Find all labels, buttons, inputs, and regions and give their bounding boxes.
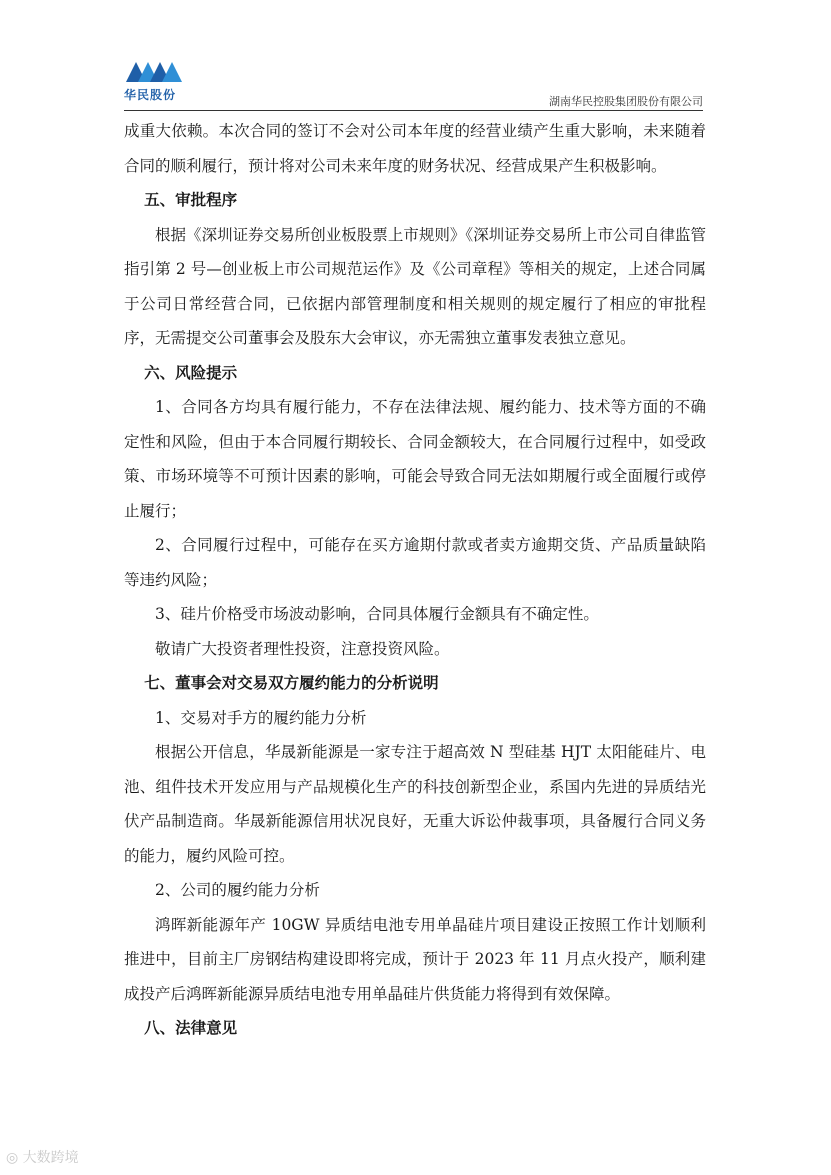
watermark (6, 1147, 79, 1167)
logo-text: 华民股份 (124, 88, 177, 102)
logo-mark-icon (124, 58, 188, 84)
paragraph: 根据《深圳证券交易所创业板股票上市规则》《深圳证券交易所上市公司自律监管指引第 2 号—创业板上市公司规范运作》及《公司章程》等相关的规定，上述合同属于公司日常经营合同，已依据内部管理制度和相关规则的规定履行了相应的审批程序，无需提交公司董事会及股东大会审议，亦无需独立董事发表独立意见。 (124, 225, 706, 347)
paragraph: 2、合同履行过程中，可能存在买方逾期付款或者卖方逾期交货、产品质量缺陷等违约风险； (124, 536, 706, 589)
company-name: 湖南华民控股集团股份有限公司 (549, 95, 703, 108)
paragraph: 鸿晖新能源年产 10GW 异质结电池专用单晶硅片项目建设正按照工作计划顺利推进中，目前主厂房钢结构建设即将完成，预计于 2023 年 11 月点火投产，顺利建成投产后鸿晖新能源异质结电池专用单晶硅片供货能力将得到有效保障。 (124, 915, 706, 1003)
paragraph: 1、合同各方均具有履行能力，不存在法律法规、履约能力、技术等方面的不确定性和风险，但由于本合同履行期较长、合同金额较大，在合同履行过程中，如受政策、市场环境等不可预计因素的影响，可能会导致合同无法如期履行或全面履行或停止履行； (124, 398, 706, 520)
section-heading: 六、风险提示 (144, 362, 238, 382)
paragraph: 3、硅片价格受市场波动影响，合同具体履行金额具有不确定性。 (155, 605, 599, 623)
paragraph: 成重大依赖。本次合同的签订不会对公司本年度的经营业绩产生重大影响，未来随着合同的顺利履行，预计将对公司未来年度的财务状况、经营成果产生积极影响。 (124, 122, 706, 175)
watermark-logo-icon: ◎ (6, 1150, 23, 1166)
paragraph: 2、公司的履约能力分析 (155, 881, 320, 899)
section-heading: 七、董事会对交易双方履约能力的分析说明 (144, 673, 439, 692)
company-logo (124, 58, 188, 103)
section-heading: 五、审批程序 (144, 190, 238, 209)
watermark-text: 大数跨境 (22, 1150, 79, 1166)
header-divider (124, 110, 703, 111)
document-body (124, 114, 706, 1046)
paragraph: 根据公开信息，华晟新能源是一家专注于超高效 N 型硅基 HJT 太阳能硅片、电池、组件技术开发应用与产品规模化生产的科技创新型企业，系国内先进的异质结光伏产品制造商。华晟新能源信用状况良好，无重大诉讼仲裁事项，具备履行合同义务的能力，履约风险可控。 (124, 743, 706, 865)
paragraph: 1、交易对手方的履约能力分析 (155, 708, 367, 727)
paragraph: 敬请广大投资者理性投资，注意投资风险。 (155, 639, 450, 658)
section-heading: 八、法律意见 (144, 1018, 238, 1037)
